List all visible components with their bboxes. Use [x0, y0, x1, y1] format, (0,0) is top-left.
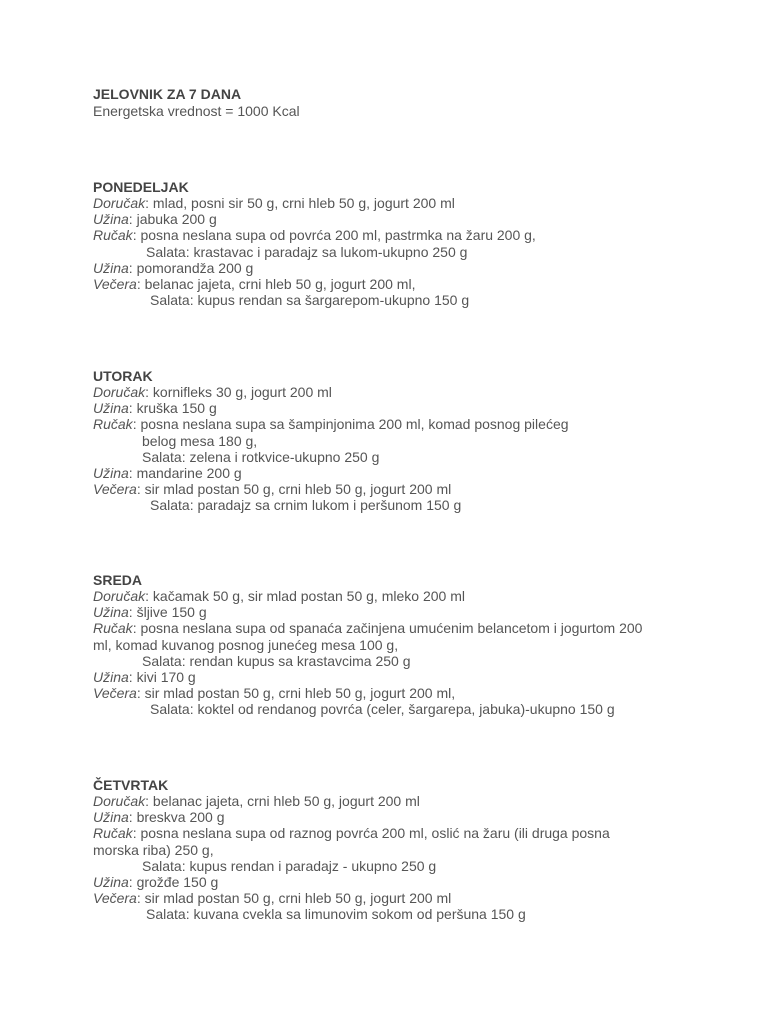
meal-line-dinner: Večera: belanac jajeta, crni hleb 50 g, jogurt 200 ml, [93, 276, 416, 293]
meal-line-breakfast: Doručak: belanac jajeta, crni hleb 50 g, jogurt 200 ml [93, 793, 420, 809]
meal-line-snack: Užina: jabuka 200 g [93, 211, 217, 228]
meal-line-continuation: morska riba) 250 g, [93, 841, 214, 858]
day-title: PONEDELJAK [93, 179, 189, 195]
meal-line-salad: Salata: rendan kupus sa krastavcima 250 g [142, 652, 411, 669]
meal-line-dinner: Večera: sir mlad postan 50 g, crni hleb 50 g, jogurt 200 ml [93, 481, 452, 498]
meal-line-lunch: Ručak: posna neslana supa od povrća 200 ml, pastrmka na žaru 200 g, [93, 227, 536, 244]
meal-line-dinner: Večera: sir mlad postan 50 g, crni hleb 50 g, jogurt 200 ml [93, 890, 452, 907]
meal-line-lunch: Ručak: posna neslana supa od spanaća začinjena umućenim belancetom i jogurtom 200 [93, 620, 643, 637]
day-section-wednesday [93, 572, 693, 718]
meal-line-snack: Užina: mandarine 200 g [93, 465, 242, 482]
meal-line-snack: Užina: breskva 200 g [93, 809, 225, 826]
meal-line-salad: Salata: kuvana cvekla sa limunovim sokom od peršuna 150 g [146, 906, 526, 923]
meal-line-continuation: belog mesa 180 g, [142, 432, 258, 449]
meal-line-snack: Užina: pomorandža 200 g [93, 259, 254, 276]
meal-line-salad: Salata: koktel od rendanog povrća (celer, šargarepa, jabuka)-ukupno 150 g [150, 701, 615, 718]
meal-line-breakfast: Doručak: kačamak 50 g, sir mlad postan 50 g, mleko 200 ml [93, 588, 465, 604]
document-title: JELOVNIK ZA 7 DANA [93, 86, 242, 102]
day-section-thursday [93, 777, 693, 923]
meal-line-snack: Užina: grožđe 150 g [93, 874, 219, 891]
day-title: ČETVRTAK [93, 777, 169, 793]
meal-line-salad: Salata: zelena i rotkvice-ukupno 250 g [142, 448, 380, 465]
day-title: SREDA [93, 572, 143, 588]
document-subtitle: Energetska vrednost = 1000 Kcal [93, 103, 300, 119]
day-title: UTORAK [93, 368, 153, 384]
meal-line-dinner: Večera: sir mlad postan 50 g, crni hleb 50 g, jogurt 200 ml, [93, 685, 456, 702]
meal-line-salad: Salata: krastavac i paradajz sa lukom-ukupno 250 g [146, 243, 468, 260]
meal-line-salad: Salata: kupus rendan sa šargarepom-ukupno 150 g [150, 292, 470, 309]
meal-line-lunch: Ručak: posna neslana supa od raznog povrća 200 ml, oslić na žaru (ili druga posna [93, 825, 610, 842]
meal-line-snack: Užina: kruška 150 g [93, 400, 217, 417]
meal-line-snack: Užina: kivi 170 g [93, 669, 196, 686]
meal-line-lunch: Ručak: posna neslana supa sa šampinjonima 200 ml, komad posnog pilećeg [93, 416, 569, 433]
meal-line-salad: Salata: paradajz sa crnim lukom i peršunom 150 g [150, 497, 462, 514]
meal-line-breakfast: Doručak: kornifleks 30 g, jogurt 200 ml [93, 384, 332, 400]
meal-line-salad: Salata: kupus rendan i paradajz - ukupno 250 g [142, 857, 437, 874]
day-section-monday [93, 179, 693, 308]
meal-line-continuation: ml, komad kuvanog posnog junećeg mesa 100 g, [93, 636, 399, 653]
meal-line-breakfast: Doručak: mlad, posni sir 50 g, crni hleb 50 g, jogurt 200 ml [93, 195, 455, 211]
day-section-tuesday [93, 368, 693, 514]
meal-line-snack: Užina: šljive 150 g [93, 604, 207, 621]
